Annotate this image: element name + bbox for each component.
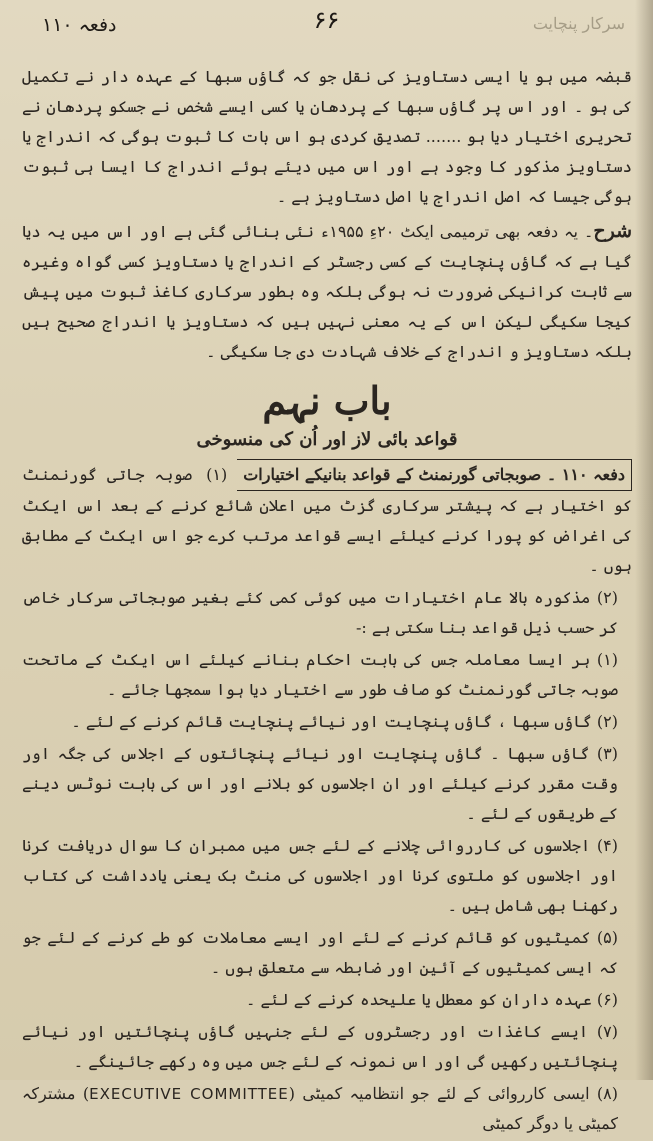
section-110-heading: [22, 459, 632, 581]
list-item-8-start: (۸) ایسی کارروائی کے لئے جو انتظامیہ کمیٹی (: [288, 1084, 619, 1103]
list-item-8: [22, 1079, 632, 1139]
list-item-8-end: ) مشترکہ کمیٹی یا دوگر کمیٹی: [22, 1084, 618, 1133]
commentary-paragraph: [22, 216, 632, 367]
page-header: [0, 0, 653, 56]
list-item-1: (۱) ہر ایسا معاملہ جس کی بابت احکام بنانے کیلئے اس ایکٹ کے ماتحت صوبہ جاتی گورنمنٹ کو صاف طور سے اختیار دیا ہوا سمجھا جائے ۔: [22, 650, 618, 699]
list-item-4: (۴) اجلاسوں کی کارروائی چلانے کے لئے جس میں ممبران کا سوال دریافت کرنا اور اجلاسوں کو ملتوی کرنا اور اجلاسوں کی منٹ بک یعنی یادداشت کی کتاب رکھنا بھی شامل ہیں ۔: [22, 836, 618, 915]
section-110-lead: دفعہ ۱۱۰ ۔ صوبجاتی گورنمنٹ کے قواعد بنانیکے اختیارات: [237, 459, 632, 491]
faint-header-text: سرکار پنچایت: [532, 14, 625, 33]
list-item-2: (۲) گاؤں سبھا ، گاؤں پنچایت اور نیائے پنچایت قائم کرنے کے لئے ۔: [71, 712, 618, 731]
executive-committee-term: EXECUTIVE COMMITTEE: [89, 1085, 289, 1103]
list-item-3: (۳) گاؤں سبھا ۔ گاؤں پنچایت اور نیائے پنچائتوں کے اجلاس کی جگہ اور وقت مقرر کرنے کیلئے اور ان اجلاسوں کو بلانے اور اس کی بابت نوٹس دینے کے طریقوں کے لئے ۔: [22, 744, 618, 823]
list-item-6: (۶) عہدہ داران کو معطل یا علیحدہ کرنے کے لئے ۔: [246, 990, 618, 1009]
section-110-sub1-number: (۱): [206, 465, 228, 484]
document-body: [22, 62, 632, 1141]
commentary-label: شرح: [593, 220, 633, 242]
chapter-subtitle: قواعد بائی لاز اور اُن کی منسوخی: [196, 429, 458, 450]
page-edge-shadow: [635, 0, 653, 1080]
section-110-sub2: (۲) مذکورہ بالا عام اختیارات میں کوئی کمی کئے بغیر صوبجاتی سرکار خاص کر حسب ذیل قواعد بنا سکتی ہے :-: [22, 588, 618, 637]
intro-paragraph: قبضہ میں ہو یا ایسی دستاویز کی نقل جو کہ گاؤں سبھا کے عہدہ دار نے تکمیل کی ہو ۔ اور اس پر گاؤں سبھا کے پردھان یا کسی ایسے شخص نے جسکو پردھان نے تحریری اختیار دیا ہو ....... تصدیق کردی ہو اس بات کا ثبوت ہوگی کہ اندراج یا دستاویز مذکور کا وجود ہے اور اس میں دیئے ہوئے اندراج کا ایسا ہی ثبوت ہوگی جیسا کہ اصل اندراج یا اصل دستاویز ہے ۔: [22, 67, 632, 206]
list-item-7: (۷) ایسے کاغذات اور رجسٹروں کے لئے جنہیں گاؤں پنچائتیں اور نیائے پنچائتیں رکھیں گی اور اس نمونہ کے لئے جس میں وہ رکھے جائینگے ۔: [22, 1022, 619, 1071]
chapter-title: باب نہم: [262, 378, 392, 423]
section-110-sub1-text: صوبہ جاتی گورنمنٹ کو اختیار ہے کہ پیشتر سرکاری گزٹ میں اعلان شائع کرنے کے بعد اس ایکٹ کی اغراض کو پورا کرنے کیلئے ایسے قواعد مرتب کرے جو اس ایکٹ کے مطابق ہوں ۔: [22, 465, 633, 575]
list-item-5: (۵) کمیٹیوں کو قائم کرنے کے لئے اور ایسے معاملات کو طے کرنے کے لئے جو کہ ایسی کمیٹیوں کے آئین اور ضابطہ سے متعلق ہوں ۔: [22, 928, 618, 977]
header-section-label: دفعہ ۱۱۰: [42, 14, 117, 36]
page-number: ۶۶: [313, 6, 340, 34]
commentary-text: ۔ یہ دفعہ بھی ترمیمی ایکٹ ۲۰ءِ ۱۹۵۵ء نئی بنائی گئی ہے اور اس میں یہ دیا گیا ہے کہ گاؤں پنچایت کے کسی رجسٹر کے اندراج یا دستاویز کسی گواہ وغیرہ سے ثابت کرانیکی ضرورت نہ ہوگی بلکہ وہ بطور سرکاری کاغذ ثبوت میں پیش کیجا سکیگی لیکن اس کے یہ معنی نہیں ہیں کہ دستاویز یا اندراج صحیح ہیں بلکہ دستاویز و اندراج کے خلاف شہادت دی جا سکیگی ۔: [22, 222, 632, 361]
